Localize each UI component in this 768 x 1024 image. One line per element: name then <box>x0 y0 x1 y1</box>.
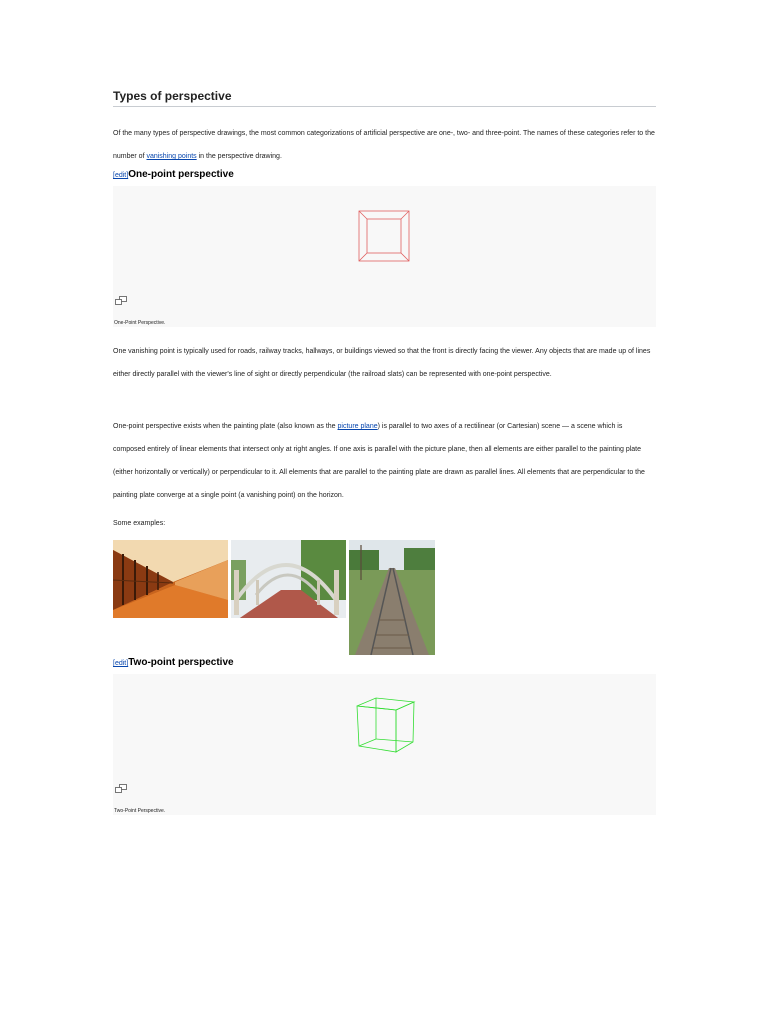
one-point-paragraph-1: One vanishing point is typically used for roads, railway tracks, hallways, or buildings viewed so that the front is directly facing the viewer. Any objects that are made up of lines either directly parallel with the viewer's line of sight or directly perpendicular (the railroad slats) can be represented with one-point perspective. <box>113 348 651 378</box>
magnify-icon[interactable] <box>115 296 127 305</box>
two-point-figure <box>113 674 656 815</box>
intro-paragraph: Of the many types of perspective drawings, the most common categorizations of artificial perspective are one-, two- and three-point. The names of these categories refer to the number of vanishing points in the perspective drawing. <box>113 130 655 160</box>
vanishing-points-link[interactable]: vanishing points <box>146 153 197 160</box>
two-point-heading: [edit]Two-point perspective <box>113 657 234 668</box>
one-point-paragraph-2: One-point perspective exists when the painting plate (also known as the picture plane) is parallel to two axes of a rectilinear (or Cartesian) scene — a scene which is composed entirely of linear elements that intersect only at right angles. If one axis is parallel with the picture plane, then all elements are either parallel to the painting plate (either horizontally or vertically) or perpendicular to it. All elements that are parallel to the painting plate are drawn as parallel lines. All elements that are perpendicular to the painting plate converge at a single point (a vanishing point) on the horizon. <box>113 423 645 499</box>
two-point-drawing <box>356 696 416 754</box>
one-point-caption: One-Point Perspective. <box>114 320 166 326</box>
one-point-heading: [edit]One-point perspective <box>113 169 234 180</box>
hallway-photo <box>113 540 228 624</box>
one-point-figure <box>113 186 656 327</box>
two-point-caption: Two-Point Perspective. <box>114 808 166 814</box>
pergola-walkway-photo <box>231 540 346 624</box>
picture-plane-link[interactable]: picture plane <box>337 423 378 430</box>
one-point-drawing <box>358 210 412 264</box>
examples-label: Some examples: <box>113 520 166 527</box>
section-title: Types of perspective <box>113 89 656 107</box>
edit-link-one-point[interactable]: [edit] <box>113 172 129 179</box>
magnify-icon[interactable] <box>115 784 127 793</box>
railroad-tracks-photo <box>349 540 435 655</box>
edit-link-two-point[interactable]: [edit] <box>113 660 129 667</box>
